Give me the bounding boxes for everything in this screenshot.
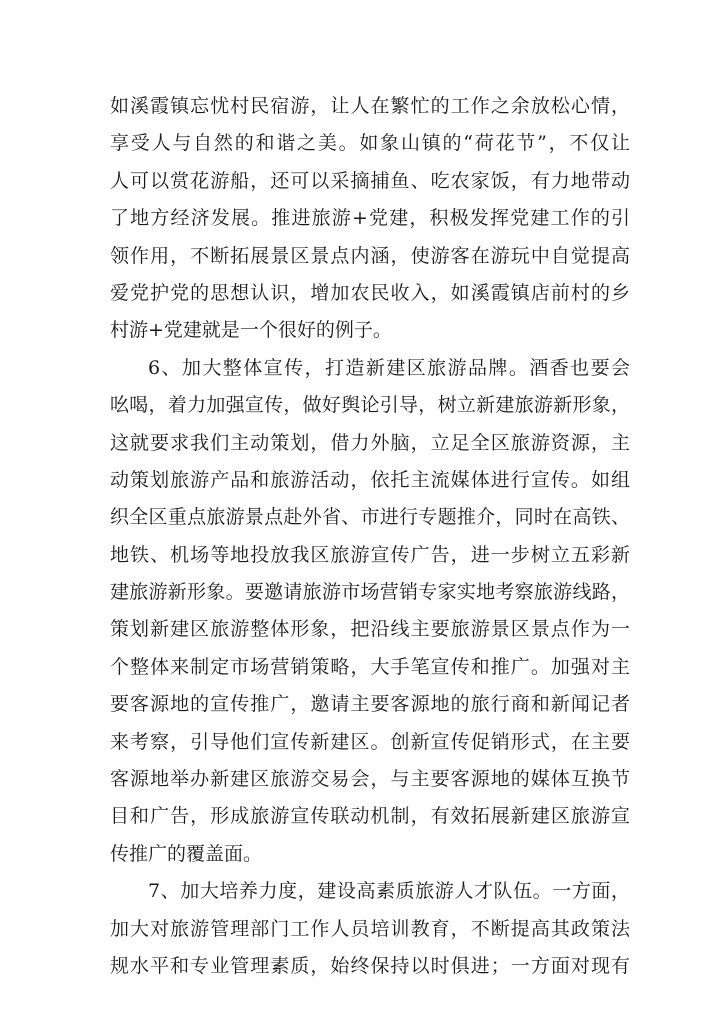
text-line: 如溪霞镇忘忧村民宿游，让人在繁忙的工作之余放松心情，	[110, 95, 630, 117]
text-line: 人可以赏花游船，还可以采摘捕鱼、吃农家饭，有力地带动	[110, 169, 630, 192]
text-line: 传推广的覆盖面。	[110, 842, 263, 865]
text-line: 织全区重点旅游景点赴外省、市进行专题推介，同时在高铁、	[110, 506, 630, 529]
paragraph-7-talent-training	[110, 873, 630, 985]
paragraph-6-publicity	[110, 350, 630, 873]
text-line: 加大对旅游管理部门工作人员培训教育，不断提高其政策法	[110, 917, 630, 940]
text-line: 吆喝，着力加强宣传，做好舆论引导，树立新建旅游新形象，	[110, 394, 630, 417]
text-line: 6、加大整体宣传，打造新建区旅游品牌。酒香也要会	[148, 356, 630, 379]
text-line: 这就要求我们主动策划，借力外脑，立足全区旅游资源，主	[110, 431, 630, 454]
text-line: 村游+党建就是一个很好的例子。	[110, 319, 392, 342]
text-line: 动策划旅游产品和旅游活动，依托主流媒体进行宣传。如组	[110, 468, 630, 491]
text-line: 建旅游新形象。要邀请旅游市场营销专家实地考察旅游线路，	[110, 581, 630, 604]
text-line: 享受人与自然的和谐之美。如象山镇的“荷花节”，不仅让	[110, 132, 630, 155]
text-line: 策划新建区旅游整体形象，把沿线主要旅游景区景点作为一	[110, 618, 630, 641]
document-body	[110, 88, 630, 985]
text-line: 客源地举办新建区旅游交易会，与主要客源地的媒体互换节	[110, 768, 630, 791]
text-line: 了地方经济发展。推进旅游+党建，积极发挥党建工作的引	[110, 207, 630, 230]
text-line: 爱党护党的思想认识，增加农民收入，如溪霞镇店前村的乡	[110, 281, 630, 304]
text-line: 目和广告，形成旅游宣传联动机制，有效拓展新建区旅游宣	[110, 805, 630, 828]
text-line: 规水平和专业管理素质，始终保持以时俱进；一方面对现有	[110, 954, 630, 977]
paragraph-homestay-tourism	[110, 88, 630, 350]
text-line: 来考察，引导他们宣传新建区。创新宣传促销形式，在主要	[110, 730, 630, 753]
text-line: 地铁、机场等地投放我区旅游宣传广告，进一步树立五彩新	[110, 543, 630, 566]
text-line: 7、加大培养力度，建设高素质旅游人才队伍。一方面，	[148, 880, 630, 903]
text-line: 个整体来制定市场营销策略，大手笔宣传和推广。加强对主	[110, 655, 630, 678]
text-line: 领作用，不断拓展景区景点内涵，使游客在游玩中自觉提高	[110, 244, 630, 267]
text-line: 要客源地的宣传推广，邀请主要客源地的旅行商和新闻记者	[110, 693, 630, 716]
